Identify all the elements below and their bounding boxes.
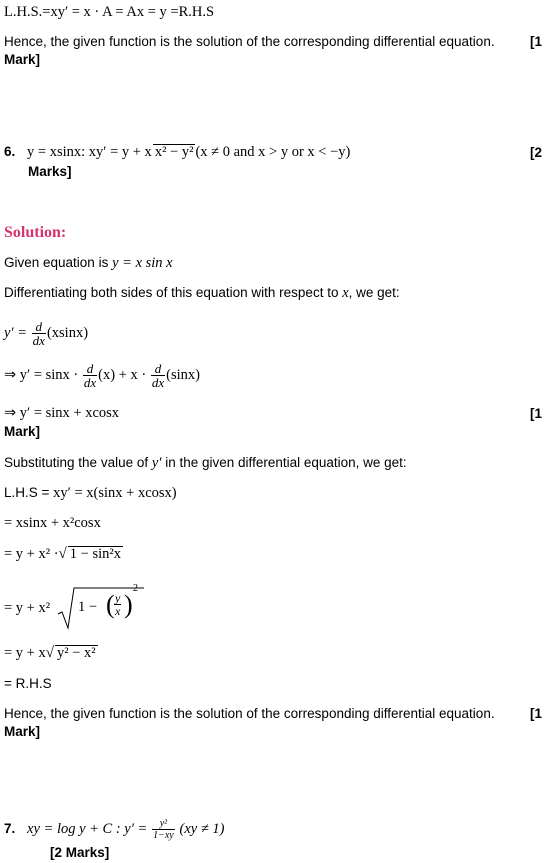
paren-close: )	[124, 590, 133, 619]
question-6	[4, 144, 350, 160]
fraction-numerator: d	[154, 361, 162, 377]
marks-label: Marks]	[28, 164, 72, 179]
lhs-rhs-line: L.H.S.=xy′ = x · A = Ax = y =R.H.S	[4, 4, 215, 20]
diff-end: , we get:	[348, 285, 400, 300]
step1-lhs: y′ =	[4, 325, 28, 341]
step-2	[4, 358, 200, 392]
fraction-numerator: d	[35, 319, 43, 335]
radical-content	[78, 599, 97, 615]
substituting-line	[4, 455, 407, 471]
step-1	[4, 316, 88, 350]
fraction-denominator: dx	[151, 375, 165, 391]
subst-text: Substituting the value of	[4, 455, 149, 470]
question-7	[4, 812, 225, 846]
sqrt-term: x² − y²	[154, 144, 194, 160]
mark-label: Mark]	[4, 424, 41, 439]
subst-var: y′	[151, 455, 162, 471]
step2-a: ⇒ y′ = sinx ·	[4, 367, 79, 383]
question-number: 7.	[4, 821, 16, 836]
derivative-fraction	[151, 362, 165, 389]
diff-text: Differentiating both sides of this equation with respect to	[4, 285, 339, 300]
fraction-numerator: y	[115, 591, 121, 605]
marks-label: [2	[530, 145, 543, 160]
fraction-numerator: y²	[159, 817, 168, 829]
given-equation: y = x sin x	[112, 255, 173, 271]
expansion-step-2: = y + x² ·√ 1 − sin²x	[4, 546, 121, 562]
fraction-denominator: dx	[32, 333, 45, 349]
mark-label: [1	[530, 34, 543, 49]
solution-heading: Solution:	[4, 224, 67, 241]
lhs-line	[4, 485, 177, 501]
mark-label: Mark]	[4, 724, 41, 739]
expansion-step-1: = xsinx + x²cosx	[4, 515, 101, 531]
expansion-step-3	[4, 588, 50, 630]
marks-label: [2 Marks]	[50, 845, 110, 860]
fraction-numerator: d	[86, 361, 94, 377]
e4-lhs: = y + x	[4, 645, 46, 661]
sqrt-term: y² − x²	[56, 645, 96, 661]
lhs-label: L.H.S =	[4, 485, 50, 500]
paren-open: (	[106, 590, 115, 619]
derivative-fraction	[83, 362, 97, 389]
step-3: ⇒ y′ = sinx + xcosx	[4, 405, 120, 421]
question-fraction	[152, 818, 175, 841]
question-condition: (xy ≠ 1)	[179, 821, 225, 837]
question-equation: y = xsinx: xy′ = y + x	[27, 144, 152, 160]
mark-label: [1	[530, 706, 543, 721]
mark-label: [1	[530, 406, 543, 421]
sqrt-term: 1 − sin²x	[69, 546, 121, 562]
given-line	[4, 255, 173, 271]
diff-var: x	[342, 285, 349, 301]
fraction-denominator: x	[115, 604, 121, 618]
expansion-step-4: = y + x√ y² − x²	[4, 645, 96, 661]
question-equation: xy = log y + C : y′ =	[27, 821, 148, 837]
conclusion-text: Hence, the given function is the solution of the corresponding differential equation.	[4, 706, 495, 721]
rhs-line: = R.H.S	[4, 676, 52, 691]
given-text: Given equation is	[4, 255, 109, 270]
exponent: 2	[133, 583, 138, 594]
step2-c: (sinx)	[166, 367, 200, 383]
e2-lhs: = y + x² ·	[4, 546, 59, 562]
question-condition: (x ≠ 0 and x > y or x < −y)	[195, 144, 351, 160]
e3-one: 1 −	[78, 599, 98, 615]
lhs-equation: xy′ = x(sinx + xcosx)	[53, 485, 177, 501]
e3-lhs: = y + x²	[4, 600, 51, 616]
question-number: 6.	[4, 144, 16, 159]
conclusion-text: Hence, the given function is the solution of the corresponding differential equation.	[4, 34, 495, 49]
subst-end: in the given differential equation, we get:	[165, 455, 407, 470]
derivative-fraction	[32, 320, 46, 347]
fraction-denominator: 1−xy	[153, 829, 174, 841]
differentiating-line	[4, 285, 400, 301]
step1-rhs: (xsinx)	[46, 325, 89, 341]
step2-b: (x) + x ·	[98, 367, 147, 383]
mark-label: Mark]	[4, 52, 41, 67]
fraction-denominator: dx	[83, 375, 97, 391]
ratio-fraction	[113, 592, 122, 617]
